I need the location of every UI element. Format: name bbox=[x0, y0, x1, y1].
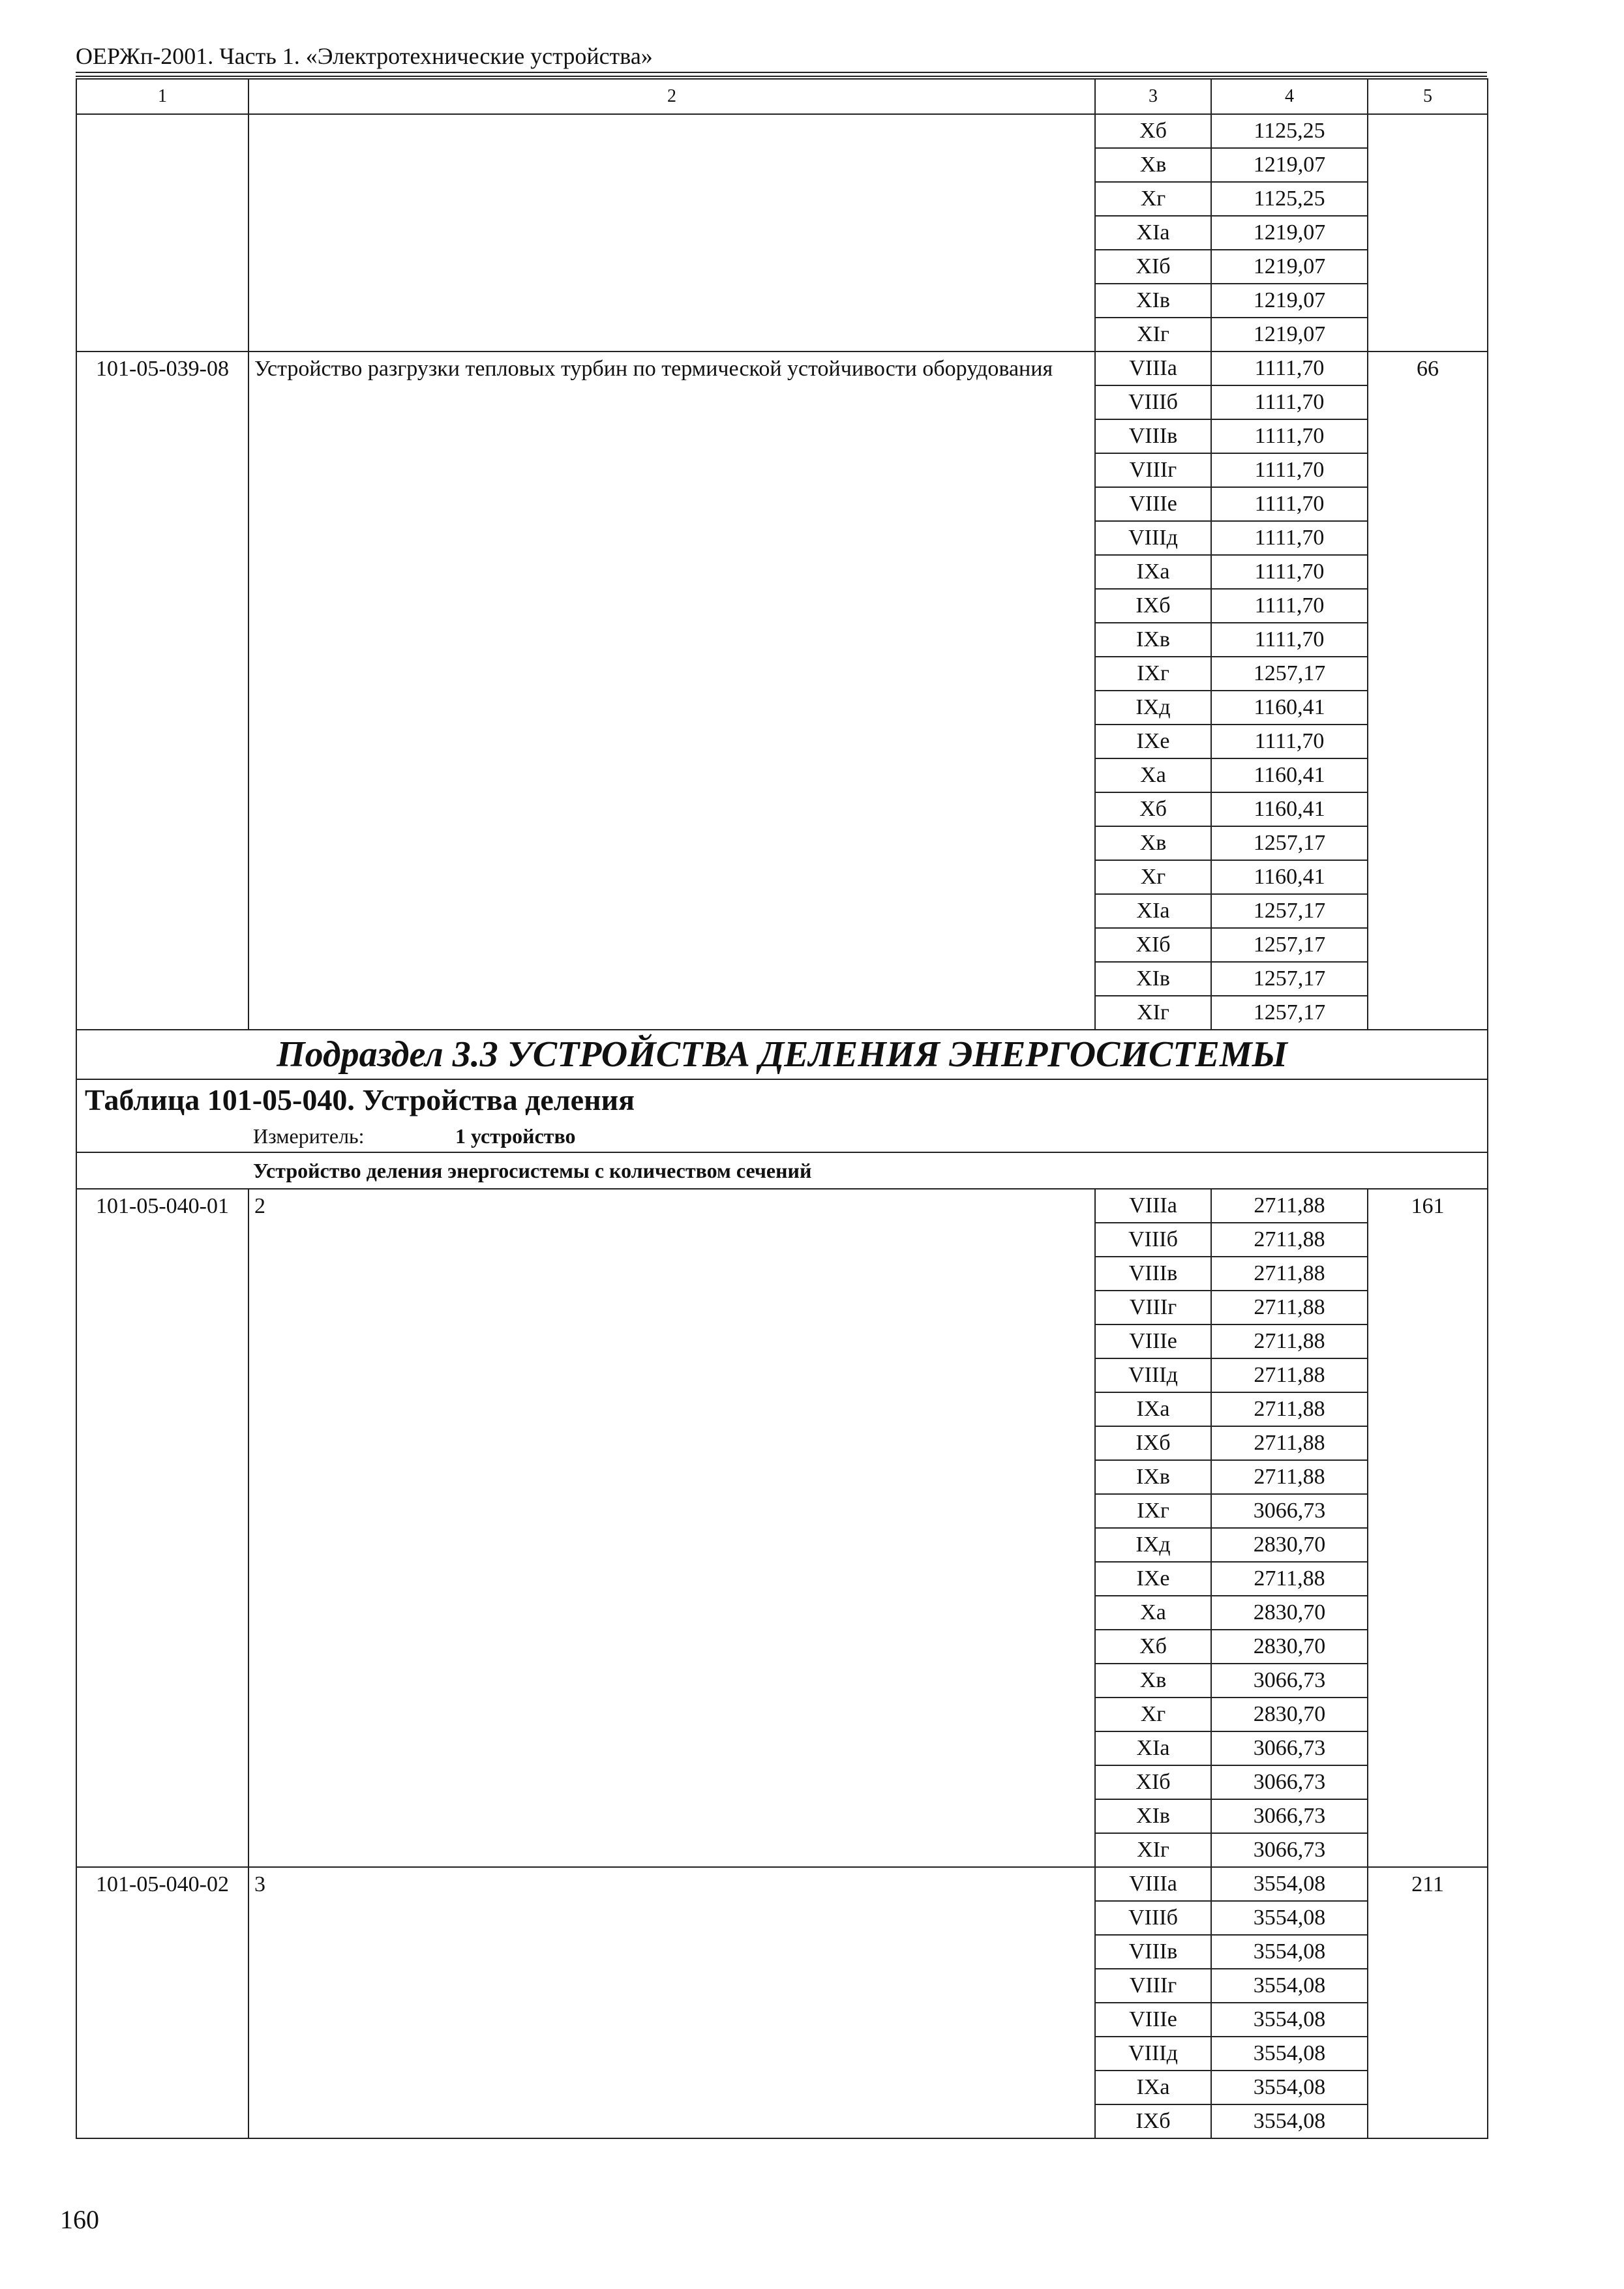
class-cell: XIв bbox=[1095, 1799, 1211, 1833]
class-cell: VIIIe bbox=[1095, 1324, 1211, 1358]
price-cell: 1219,07 bbox=[1211, 148, 1368, 182]
price-cell: 3554,08 bbox=[1211, 2037, 1368, 2071]
price-cell: 3066,73 bbox=[1211, 1765, 1368, 1799]
price-cell: 1257,17 bbox=[1211, 962, 1368, 996]
price-cell: 1257,17 bbox=[1211, 826, 1368, 860]
price-cell: 1257,17 bbox=[1211, 657, 1368, 691]
subheading: Устройство деления энергосистемы с количеством сечений bbox=[253, 1159, 812, 1182]
rates-table bbox=[76, 78, 1488, 2139]
class-cell: IXг bbox=[1095, 657, 1211, 691]
price-cell: 2711,88 bbox=[1211, 1291, 1368, 1324]
class-cell: VIIIв bbox=[1095, 1935, 1211, 1969]
page-number: 160 bbox=[60, 2205, 99, 2234]
price-cell: 2711,88 bbox=[1211, 1257, 1368, 1291]
column-number: 1 bbox=[76, 79, 248, 114]
price-cell: 3066,73 bbox=[1211, 1833, 1368, 1867]
price-cell: 1111,70 bbox=[1211, 589, 1368, 623]
class-cell: XIв bbox=[1095, 962, 1211, 996]
class-cell: VIIIг bbox=[1095, 1969, 1211, 2003]
price-cell: 2830,70 bbox=[1211, 1630, 1368, 1664]
header-rule-top bbox=[76, 72, 1487, 73]
class-cell: VIIIд bbox=[1095, 2037, 1211, 2071]
price-cell: 3066,73 bbox=[1211, 1799, 1368, 1833]
subsection-title: Подраздел 3.3 УСТРОЙСТВА ДЕЛЕНИЯ ЭНЕРГОСИСТЕМЫ bbox=[76, 1030, 1488, 1079]
price-cell: 1111,70 bbox=[1211, 352, 1368, 385]
price-cell: 3066,73 bbox=[1211, 1731, 1368, 1765]
price-cell: 3554,08 bbox=[1211, 1935, 1368, 1969]
code-cell: 101-05-040-02 bbox=[76, 1867, 248, 2138]
class-cell: IXб bbox=[1095, 2104, 1211, 2138]
class-cell: VIIIг bbox=[1095, 1291, 1211, 1324]
class-cell: IXг bbox=[1095, 1494, 1211, 1528]
class-cell: Xa bbox=[1095, 758, 1211, 792]
header-rule-bottom bbox=[76, 76, 1487, 77]
column-number: 3 bbox=[1095, 79, 1211, 114]
table-row bbox=[76, 1867, 1488, 1901]
price-cell: 1111,70 bbox=[1211, 453, 1368, 487]
class-cell: Xв bbox=[1095, 826, 1211, 860]
rates-table-body bbox=[76, 79, 1488, 2138]
name-cell bbox=[248, 114, 1095, 352]
price-cell: 2711,88 bbox=[1211, 1392, 1368, 1426]
class-cell: Xб bbox=[1095, 114, 1211, 148]
class-cell: IXб bbox=[1095, 589, 1211, 623]
class-cell: XIб bbox=[1095, 250, 1211, 284]
class-cell: XIв bbox=[1095, 284, 1211, 318]
price-cell: 1160,41 bbox=[1211, 691, 1368, 725]
class-cell: Xг bbox=[1095, 1698, 1211, 1731]
price-cell: 3554,08 bbox=[1211, 1969, 1368, 2003]
price-cell: 3554,08 bbox=[1211, 1901, 1368, 1935]
price-cell: 2711,88 bbox=[1211, 1324, 1368, 1358]
class-cell: XIг bbox=[1095, 318, 1211, 352]
price-cell: 1125,25 bbox=[1211, 114, 1368, 148]
price-cell: 2830,70 bbox=[1211, 1698, 1368, 1731]
class-cell: XIa bbox=[1095, 1731, 1211, 1765]
class-cell: VIIIд bbox=[1095, 1358, 1211, 1392]
price-cell: 2711,88 bbox=[1211, 1223, 1368, 1257]
class-cell: IXб bbox=[1095, 1426, 1211, 1460]
class-cell: VIIIe bbox=[1095, 2003, 1211, 2037]
class-cell: VIIIд bbox=[1095, 521, 1211, 555]
class-cell: VIIIa bbox=[1095, 1867, 1211, 1901]
price-cell: 1219,07 bbox=[1211, 318, 1368, 352]
price-cell: 1160,41 bbox=[1211, 758, 1368, 792]
price-cell: 3066,73 bbox=[1211, 1664, 1368, 1698]
running-header: ОЕРЖп-2001. Часть 1. «Электротехнические устройства» bbox=[76, 43, 653, 69]
class-cell: Xa bbox=[1095, 1596, 1211, 1630]
position-cell bbox=[1368, 114, 1488, 352]
name-cell: Устройство разгрузки тепловых турбин по термической устойчивости оборудования bbox=[248, 352, 1095, 1030]
price-cell: 1257,17 bbox=[1211, 894, 1368, 928]
price-cell: 3554,08 bbox=[1211, 2003, 1368, 2037]
class-cell: XIб bbox=[1095, 928, 1211, 962]
price-cell: 1111,70 bbox=[1211, 385, 1368, 419]
class-cell: Xв bbox=[1095, 1664, 1211, 1698]
class-cell: IXa bbox=[1095, 1392, 1211, 1426]
price-cell: 1219,07 bbox=[1211, 216, 1368, 250]
price-cell: 1160,41 bbox=[1211, 860, 1368, 894]
class-cell: Xб bbox=[1095, 1630, 1211, 1664]
class-cell: Xг bbox=[1095, 860, 1211, 894]
table-row bbox=[76, 114, 1488, 148]
class-cell: XIг bbox=[1095, 996, 1211, 1030]
table-row bbox=[76, 1189, 1488, 1223]
class-cell: Xг bbox=[1095, 182, 1211, 216]
class-cell: XIг bbox=[1095, 1833, 1211, 1867]
price-cell: 2711,88 bbox=[1211, 1426, 1368, 1460]
class-cell: IXд bbox=[1095, 691, 1211, 725]
class-cell: Xв bbox=[1095, 148, 1211, 182]
class-cell: VIIIб bbox=[1095, 1901, 1211, 1935]
name-cell: 2 bbox=[248, 1189, 1095, 1867]
table-title-row bbox=[76, 1079, 1488, 1120]
price-cell: 1125,25 bbox=[1211, 182, 1368, 216]
price-cell: 1160,41 bbox=[1211, 792, 1368, 826]
meter-row bbox=[76, 1120, 1488, 1152]
class-cell: IXд bbox=[1095, 1528, 1211, 1562]
price-cell: 1111,70 bbox=[1211, 419, 1368, 453]
class-cell: VIIIa bbox=[1095, 1189, 1211, 1223]
class-cell: IXa bbox=[1095, 2071, 1211, 2104]
class-cell: VIIIб bbox=[1095, 1223, 1211, 1257]
class-cell: VIIIв bbox=[1095, 419, 1211, 453]
meter-cell bbox=[76, 1120, 1488, 1152]
price-cell: 1219,07 bbox=[1211, 250, 1368, 284]
class-cell: XIб bbox=[1095, 1765, 1211, 1799]
class-cell: XIa bbox=[1095, 894, 1211, 928]
price-cell: 3554,08 bbox=[1211, 2071, 1368, 2104]
table-row bbox=[76, 352, 1488, 385]
class-cell: VIIIe bbox=[1095, 487, 1211, 521]
price-cell: 2830,70 bbox=[1211, 1528, 1368, 1562]
code-cell bbox=[76, 114, 248, 352]
price-cell: 2711,88 bbox=[1211, 1189, 1368, 1223]
meter-label: Измеритель: bbox=[253, 1124, 365, 1148]
name-cell: 3 bbox=[248, 1867, 1095, 2138]
code-cell: 101-05-040-01 bbox=[76, 1189, 248, 1867]
price-cell: 3554,08 bbox=[1211, 2104, 1368, 2138]
price-cell: 2830,70 bbox=[1211, 1596, 1368, 1630]
price-cell: 2711,88 bbox=[1211, 1562, 1368, 1596]
column-number: 5 bbox=[1368, 79, 1488, 114]
subheading-cell bbox=[76, 1152, 1488, 1189]
position-cell: 211 bbox=[1368, 1867, 1488, 2138]
class-cell: IXa bbox=[1095, 555, 1211, 589]
code-cell: 101-05-039-08 bbox=[76, 352, 248, 1030]
subheading-row bbox=[76, 1152, 1488, 1189]
price-cell: 1111,70 bbox=[1211, 725, 1368, 758]
price-cell: 1111,70 bbox=[1211, 521, 1368, 555]
class-cell: XIa bbox=[1095, 216, 1211, 250]
price-cell: 2711,88 bbox=[1211, 1460, 1368, 1494]
price-cell: 1257,17 bbox=[1211, 928, 1368, 962]
table-title: Таблица 101-05-040. Устройства деления bbox=[76, 1079, 1488, 1120]
meter-value: 1 устройство bbox=[455, 1124, 576, 1148]
column-number: 2 bbox=[248, 79, 1095, 114]
class-cell: VIIIв bbox=[1095, 1257, 1211, 1291]
price-cell: 1219,07 bbox=[1211, 284, 1368, 318]
price-cell: 1111,70 bbox=[1211, 555, 1368, 589]
price-cell: 1111,70 bbox=[1211, 623, 1368, 657]
column-number: 4 bbox=[1211, 79, 1368, 114]
class-cell: Xб bbox=[1095, 792, 1211, 826]
class-cell: VIIIa bbox=[1095, 352, 1211, 385]
class-cell: VIIIг bbox=[1095, 453, 1211, 487]
class-cell: IXe bbox=[1095, 1562, 1211, 1596]
price-cell: 1257,17 bbox=[1211, 996, 1368, 1030]
price-cell: 3066,73 bbox=[1211, 1494, 1368, 1528]
price-cell: 1111,70 bbox=[1211, 487, 1368, 521]
price-cell: 2711,88 bbox=[1211, 1358, 1368, 1392]
position-cell: 161 bbox=[1368, 1189, 1488, 1867]
class-cell: IXe bbox=[1095, 725, 1211, 758]
class-cell: IXв bbox=[1095, 623, 1211, 657]
class-cell: VIIIб bbox=[1095, 385, 1211, 419]
column-numbers-row bbox=[76, 79, 1488, 114]
subsection-row bbox=[76, 1030, 1488, 1079]
price-cell: 3554,08 bbox=[1211, 1867, 1368, 1901]
class-cell: IXв bbox=[1095, 1460, 1211, 1494]
position-cell: 66 bbox=[1368, 352, 1488, 1030]
